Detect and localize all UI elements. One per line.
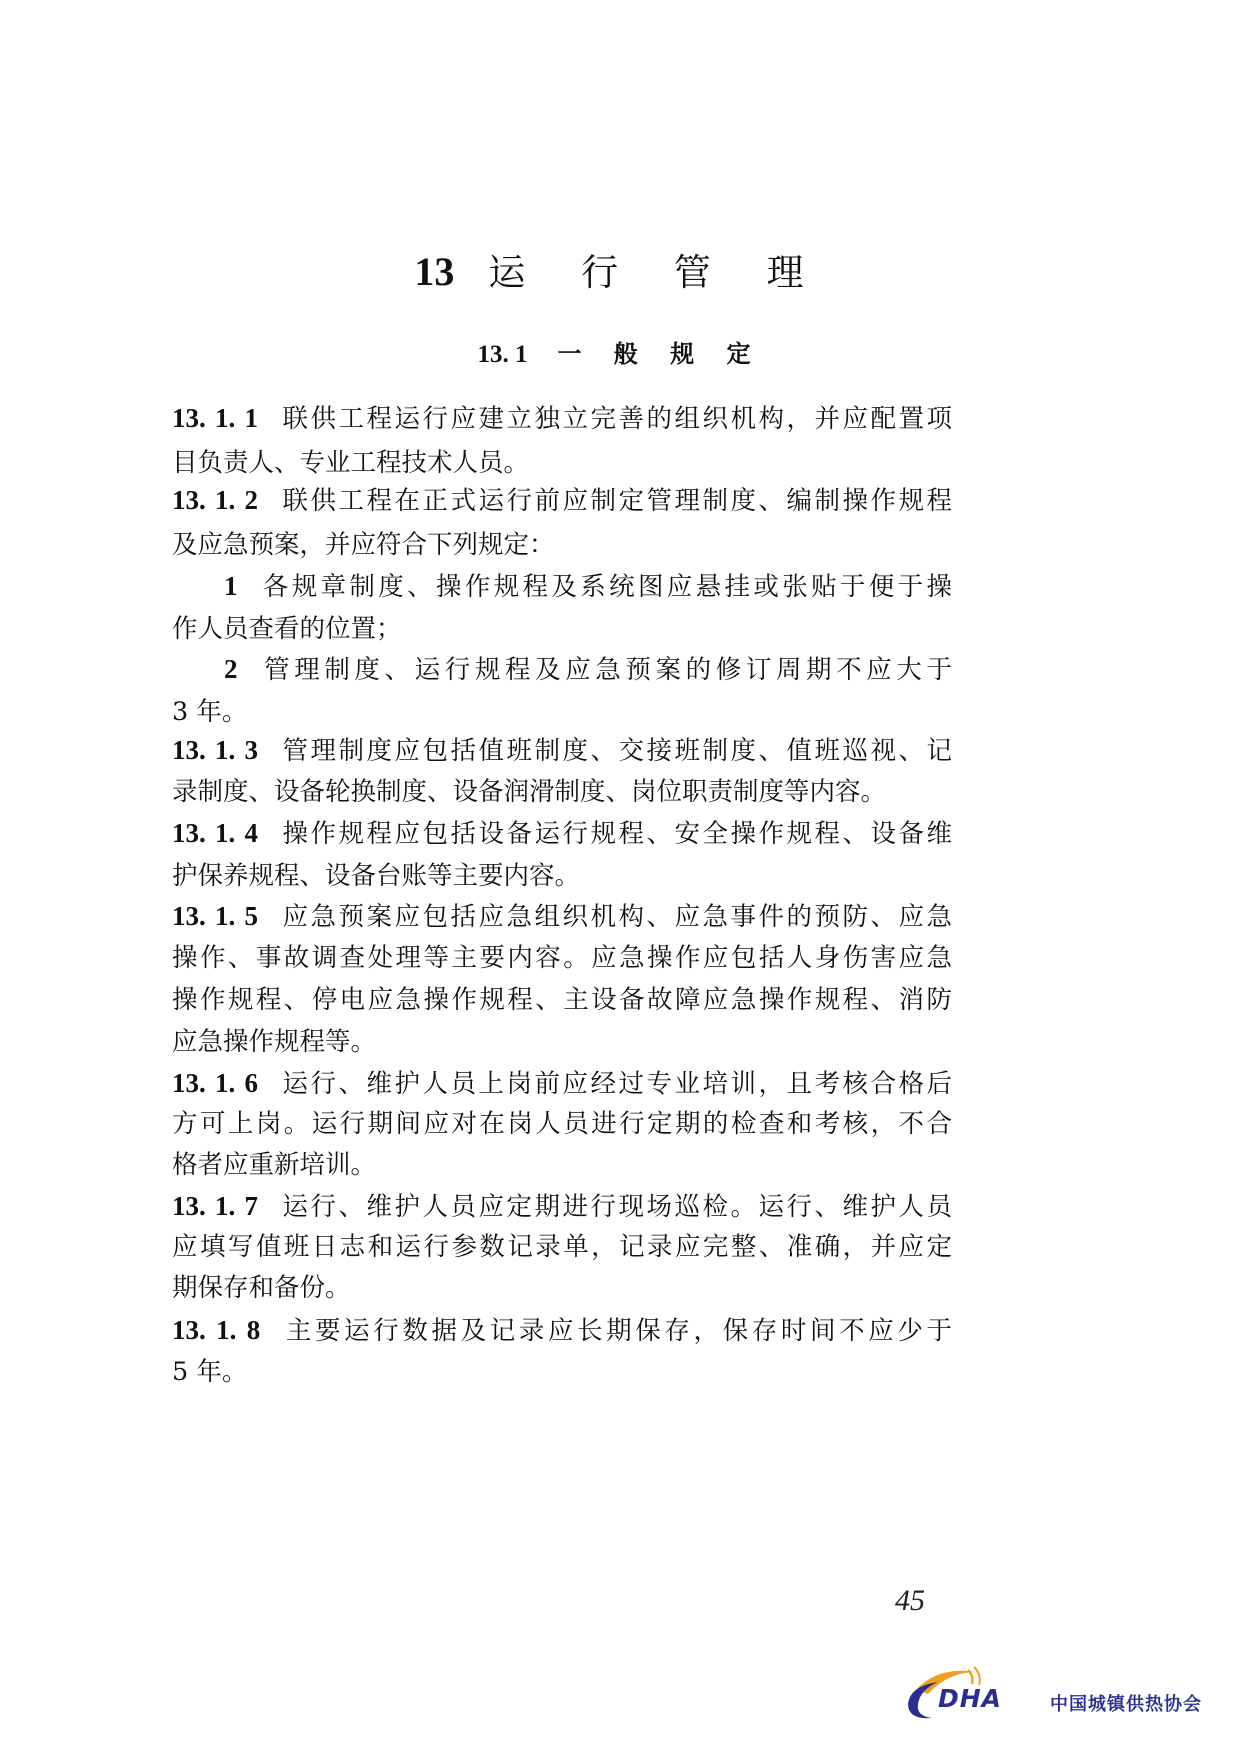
clause-number: 13. 1. 1 — [172, 403, 258, 433]
clause-13-1-1-line-2: 目负责人、专业工程技术人员。 — [172, 448, 530, 478]
clause-text: 运行、维护人员上岗前应经过专业培训，且考核合格后 — [280, 1069, 952, 1099]
item-number: 2 — [224, 654, 238, 684]
clause-13-1-5-line-1 — [172, 896, 952, 937]
item-text: 各规章制度、操作规程及系统图应悬挂或张贴于便于操 — [259, 572, 952, 602]
clause-13-1-5-line-2: 操作、事故调查处理等主要内容。应急操作应包括人身伤害应急 — [172, 943, 952, 973]
clause-number: 13. 1. 5 — [172, 901, 258, 931]
clause-number: 13. 1. 3 — [172, 735, 258, 765]
clause-13-1-6-line-1 — [172, 1063, 952, 1104]
clause-13-1-4-line-1 — [172, 813, 952, 854]
logo-organization-name: 中国城镇供热协会 — [1050, 1694, 1202, 1715]
clause-13-1-4-line-2: 护保养规程、设备台账等主要内容。 — [172, 861, 581, 891]
clause-13-1-6-line-3: 格者应重新培训。 — [172, 1150, 377, 1180]
clause-text: 联供工程运行应建立独立完善的组织机构，并应配置项 — [280, 404, 952, 434]
clause-13-1-8-line-2: 5 年。 — [172, 1357, 248, 1387]
item-2-line-2: 3 年。 — [172, 697, 248, 727]
item-1-line-1 — [224, 566, 952, 607]
clause-number: 13. 1. 6 — [172, 1068, 258, 1098]
clause-13-1-7-line-1 — [172, 1186, 952, 1227]
item-number: 1 — [224, 571, 238, 601]
clause-text: 运行、维护人员应定期进行现场巡检。运行、维护人员 — [280, 1192, 952, 1222]
logo-wave-2 — [974, 1667, 980, 1685]
clause-text: 操作规程应包括设备运行规程、安全操作规程、设备维 — [280, 819, 952, 849]
clause-13-1-7-line-2: 应填写值班日志和运行参数记录单，记录应完整、准确，并应定 — [172, 1232, 952, 1262]
page-number: 45 — [895, 1584, 925, 1617]
logo-abbreviation: DHA — [938, 1684, 1003, 1713]
clause-13-1-6-line-2: 方可上岗。运行期间应对在岗人员进行定期的检查和考核，不合 — [172, 1109, 952, 1139]
clause-text: 管理制度应包括值班制度、交接班制度、值班巡视、记 — [280, 736, 952, 766]
item-2-line-1 — [224, 649, 952, 690]
clause-13-1-1-line-1 — [172, 398, 952, 439]
section-number: 13. 1 — [477, 341, 528, 368]
chapter-title — [0, 248, 1240, 297]
clause-text: 联供工程在正式运行前应制定管理制度、编制操作规程 — [280, 486, 952, 516]
clause-text: 主要运行数据及记录应长期保存，保存时间不应少于 — [282, 1316, 952, 1346]
clause-13-1-2-line-2: 及应急预案，并应符合下列规定： — [172, 530, 555, 560]
clause-13-1-3-line-1 — [172, 730, 952, 771]
clause-13-1-7-line-3: 期保存和备份。 — [172, 1273, 351, 1303]
chapter-number: 13 — [414, 249, 455, 294]
clause-number: 13. 1. 2 — [172, 485, 258, 515]
clause-13-1-2-line-1 — [172, 480, 952, 521]
section-title — [0, 336, 1240, 373]
section-title-text: 一 般 规 定 — [557, 340, 763, 368]
clause-13-1-8-line-1 — [172, 1310, 952, 1351]
clause-13-1-5-line-3: 操作规程、停电应急操作规程、主设备故障应急操作规程、消防 — [172, 985, 952, 1015]
clause-number: 13. 1. 7 — [172, 1191, 258, 1221]
clause-text: 应急预案应包括应急组织机构、应急事件的预防、应急 — [280, 902, 952, 932]
clause-number: 13. 1. 8 — [172, 1315, 261, 1345]
clause-number: 13. 1. 4 — [172, 818, 258, 848]
chapter-title-text: 运 行 管 理 — [488, 251, 826, 294]
clause-13-1-3-line-2: 录制度、设备轮换制度、设备润滑制度、岗位职责制度等内容。 — [172, 777, 887, 807]
item-text: 管理制度、运行规程及应急预案的修订周期不应大于 — [259, 655, 952, 685]
item-1-line-2: 作人员查看的位置； — [172, 614, 402, 644]
clause-13-1-5-line-4: 应急操作规程等。 — [172, 1027, 377, 1057]
